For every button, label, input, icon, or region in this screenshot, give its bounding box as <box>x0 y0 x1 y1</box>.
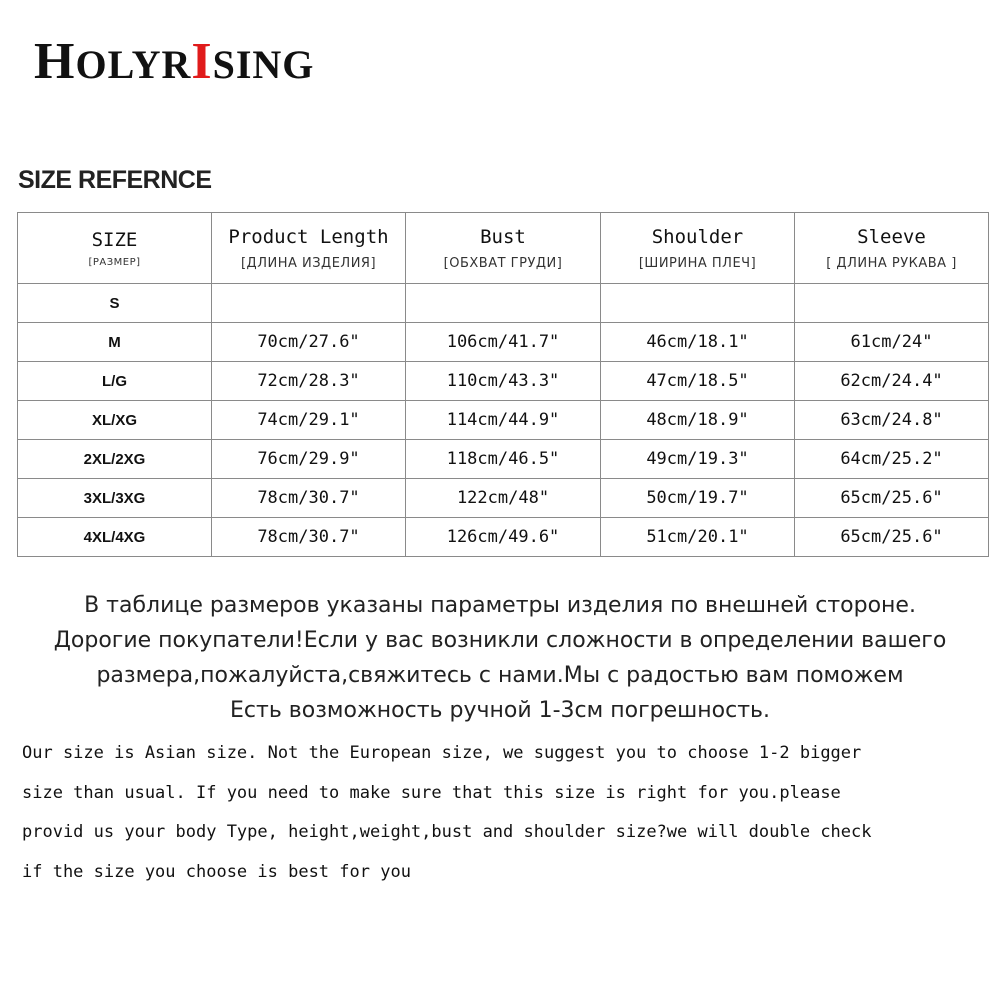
bust-cell: 118cm/46.5" <box>406 440 601 479</box>
length-cell: 74cm/29.1" <box>212 401 406 440</box>
english-note-line: provid us your body Type, height,weight,bust and shoulder size?we will double check <box>22 822 872 842</box>
table-header-row <box>18 213 989 284</box>
size-cell: 4XL/4XG <box>18 518 212 557</box>
table-row <box>18 518 989 557</box>
length-cell: 78cm/30.7" <box>212 518 406 557</box>
header-sublabel: [ШИРИНА ПЛЕЧ] <box>638 255 757 271</box>
header-shoulder <box>601 213 795 284</box>
sleeve-cell: 64cm/25.2" <box>795 440 989 479</box>
shoulder-cell: 47cm/18.5" <box>601 362 795 401</box>
shoulder-cell: 50cm/19.7" <box>601 479 795 518</box>
table-row <box>18 362 989 401</box>
sleeve-cell: 63cm/24.8" <box>795 401 989 440</box>
size-reference-title: SIZE REFERNCE <box>18 166 212 194</box>
bust-cell: 110cm/43.3" <box>406 362 601 401</box>
header-sublabel: [ ДЛИНА РУКАВА ] <box>826 255 957 271</box>
russian-note-line: Дорогие покупатели!Если у вас возникли сложности в определении вашего <box>53 628 947 653</box>
sleeve-cell: 62cm/24.4" <box>795 362 989 401</box>
table-row <box>18 440 989 479</box>
table-row <box>18 479 989 518</box>
sleeve-cell: 65cm/25.6" <box>795 518 989 557</box>
russian-note-line: В таблице размеров указаны параметры изделия по внешней стороне. <box>84 593 916 618</box>
sleeve-cell: 65cm/25.6" <box>795 479 989 518</box>
header-sublabel: [ОБХВАТ ГРУДИ] <box>443 255 563 271</box>
english-note-line: Our size is Asian size. Not the European size, we suggest you to choose 1-2 bigger <box>22 743 862 763</box>
russian-size-notes <box>0 588 1000 728</box>
header-label: SIZE <box>91 228 138 251</box>
length-cell <box>212 284 406 323</box>
header-size <box>18 213 212 284</box>
size-cell: 2XL/2XG <box>18 440 212 479</box>
size-cell: M <box>18 323 212 362</box>
shoulder-cell: 49cm/19.3" <box>601 440 795 479</box>
bust-cell <box>406 284 601 323</box>
russian-note-line: размера,пожалуйста,свяжитесь с нами.Мы с радостью вам поможем <box>96 663 904 688</box>
length-cell: 76cm/29.9" <box>212 440 406 479</box>
size-cell: XL/XG <box>18 401 212 440</box>
brand-logo-part: SING <box>212 42 315 87</box>
table-row <box>18 323 989 362</box>
bust-cell: 126cm/49.6" <box>406 518 601 557</box>
table-row <box>18 284 989 323</box>
bust-cell: 106cm/41.7" <box>406 323 601 362</box>
sleeve-cell: 61cm/24" <box>795 323 989 362</box>
length-cell: 72cm/28.3" <box>212 362 406 401</box>
brand-logo-part: OLYR <box>75 42 192 87</box>
brand-logo <box>34 33 315 90</box>
size-table <box>17 212 989 557</box>
shoulder-cell: 46cm/18.1" <box>601 323 795 362</box>
length-cell: 70cm/27.6" <box>212 323 406 362</box>
header-sublabel: [ДЛИНА ИЗДЕЛИЯ] <box>240 255 377 271</box>
sleeve-cell <box>795 284 989 323</box>
english-note-line: size than usual. If you need to make sure that this size is right for you.please <box>22 782 841 803</box>
header-product-length <box>212 213 406 284</box>
size-cell: 3XL/3XG <box>18 479 212 518</box>
size-cell: L/G <box>18 362 212 401</box>
bust-cell: 114cm/44.9" <box>406 401 601 440</box>
shoulder-cell <box>601 284 795 323</box>
shoulder-cell: 48cm/18.9" <box>601 401 795 440</box>
brand-logo-part: H <box>34 33 76 90</box>
header-sublabel: [РАЗМЕР] <box>88 256 141 268</box>
header-label: Sleeve <box>857 225 926 248</box>
header-label: Product Length <box>228 225 389 248</box>
english-note-line: if the size you choose is best for you <box>22 861 411 882</box>
length-cell: 78cm/30.7" <box>212 479 406 518</box>
bust-cell: 122cm/48" <box>406 479 601 518</box>
size-cell: S <box>18 284 212 323</box>
russian-note-line: Есть возможность ручной 1-3см погрешность. <box>230 698 770 723</box>
header-bust <box>406 213 601 284</box>
english-size-notes <box>22 734 982 892</box>
header-sleeve <box>795 213 989 284</box>
shoulder-cell: 51cm/20.1" <box>601 518 795 557</box>
brand-logo-accent: I <box>191 33 213 90</box>
header-label: Shoulder <box>651 225 744 248</box>
header-label: Bust <box>480 225 526 248</box>
table-row <box>18 401 989 440</box>
